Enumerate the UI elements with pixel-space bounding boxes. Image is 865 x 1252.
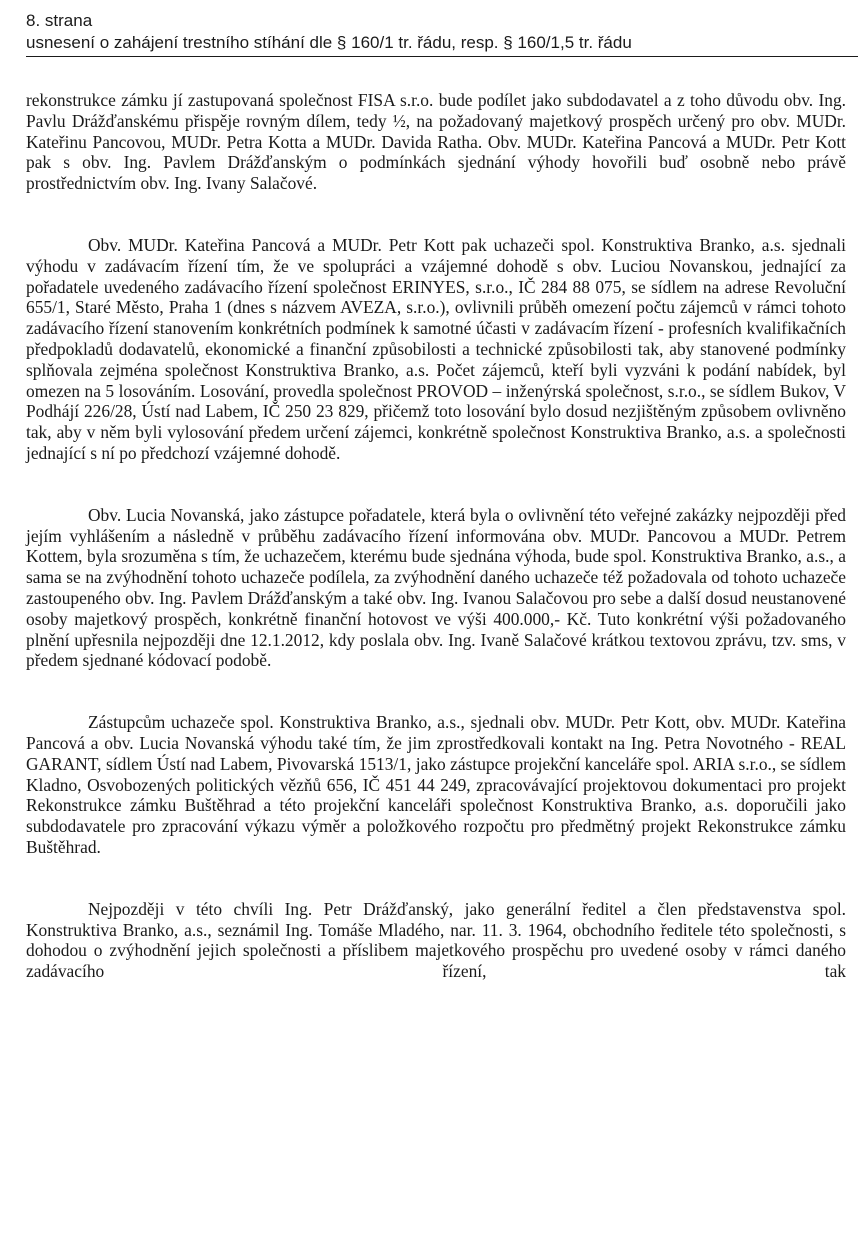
paragraph: Nejpozději v této chvíli Ing. Petr Drážďanský, jako generální ředitel a člen představenstva spol. Konstruktiva Branko, a.s., seznámil Ing. Tomáše Mladého, nar. 11. 3. 1964, obchodního ředitele této společnosti, s dohodou o zvýhodnění jejich společnosti a příslibem majetkového prospěchu pro uvedené osoby v rámci daného zadávacího řízení, tak [26,898,846,982]
paragraph: Zástupcům uchazeče spol. Konstruktiva Branko, a.s., sjednali obv. MUDr. Petr Kott, obv. MUDr. Kateřina Pancová a obv. Lucia Novanská výhodu také tím, že jim zprostředkovali kontakt na Ing. Petra Novotného - REAL GARANT, sídlem Ústí nad Labem, Pivovarská 1513/1, jako zástupce projekční kanceláře spol. ARIA s.r.o., se sídlem Kladno, Osvobozených politických vězňů 656, IČ 451 44 249, zpracovávající projektovou dokumentaci pro projekt Rekonstrukce zámku Buštěhrad a této projekční kanceláři společnost Konstruktiva Branko, a.s. doporučili jako subdodavatele pro zpracování výkazu výměr a položkového rozpočtu pro předmětný projekt Rekonstrukce zámku Buštěhrad. [26,712,846,857]
page-header [26,10,858,57]
paragraph: Obv. MUDr. Kateřina Pancová a MUDr. Petr Kott pak uchazeči spol. Konstruktiva Branko, a.s. sjednali výhodu v zadávacím řízení tím, že ve spolupráci a vzájemné dohodě s obv. Luciou Novanskou, jednající za pořadatele uvedeného zadávacího řízení společnost ERINYES, s.r.o., IČ 284 88 075, se sídlem na adrese Revoluční 655/1, Staré Město, Praha 1 (dnes s názvem AVEZA, s.r.o.), ovlivnili průběh omezení počtu zájemců v rámci tohoto zadávacího řízení stanovením konkrétních podmínek k samotné účasti v zadávacím řízení - profesních kvalifikačních předpokladů dodavatelů, ekonomické a finanční způsobilosti a technické způsobilosti tak, aby stanovené podmínky splňovala zejména společnost Konstruktiva Branko, a.s. Počet zájemců, kteří byli vyzváni k podání nabídek, byl omezen na 5 losováním. Losování, provedla společnost PROVOD – inženýrská společnost, s.r.o., se sídlem Bukov, V Podhájí 226/28, Ústí nad Labem, IČ 250 23 829, přičemž toto losování bylo dosud nezjištěným způsobem ovlivněno tak, aby v něm byli vylosování předem určení zájemci, konkrétně společnost Konstruktiva Branko, a.s. a společnosti jednající s ní po předchozí vzájemné dohodě. [26,234,846,463]
document-body [26,90,846,1023]
paragraph: rekonstrukce zámku jí zastupovaná společnost FISA s.r.o. bude podílet jako subdodavatel a z toho důvodu obv. Ing. Pavlu Drážďanskému přispěje rovným dílem, tedy ½, na požadovaný majetkový prospěch určený pro obv. MUDr. Kateřinu Pancovou, MUDr. Petra Kotta a MUDr. Davida Ratha. Obv. MUDr. Kateřina Pancová a MUDr. Petr Kott pak s obv. Ing. Pavlem Drážďanským o podmínkách sjednání výhody hovořili buď osobně nebo právě prostřednictvím obv. Ing. Ivany Salačové. [26,90,846,194]
document-subject: usnesení o zahájení trestního stíhání dle § 160/1 tr. řádu, resp. § 160/1,5 tr. řádu [26,32,858,57]
paragraph: Obv. Lucia Novanská, jako zástupce pořadatele, která byla o ovlivnění této veřejné zakázky nejpozději před jejím vyhlášením a následně v průběhu zadávacího řízení informována obv. MUDr. Pancovou a MUDr. Petrem Kottem, byla srozuměna s tím, že uchazečem, kterému bude sjednána výhoda, bude spol. Konstruktiva Branko, a.s., a sama se na zvýhodnění tohoto uchazeče podílela, za zvýhodnění daného uchazeče též požadovala od tohoto uchazeče zastoupeného obv. Ing. Pavlem Drážďanským a také obv. Ing. Ivanou Salačovou pro sebe a další dosud neustanovené osoby majetkový prospěch, konkrétně finanční hotovost ve výši 400.000,- Kč. Tuto konkrétní výši požadovaného plnění upřesnila nejpozději dne 12.1.2012, kdy poslala obv. Ing. Ivaně Salačové krátkou textovou zprávu, tzv. sms, v předem sjednané kódovací podobě. [26,504,846,671]
page-number: 8. strana [26,11,93,30]
